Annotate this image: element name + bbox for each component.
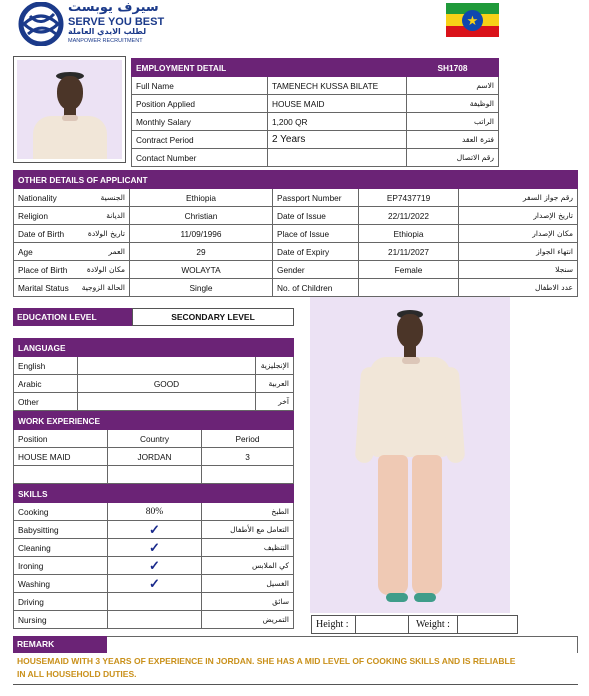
table-row [14, 357, 294, 375]
skill-name: Cooking [14, 503, 108, 521]
table-row [132, 95, 499, 113]
field-value: 22/11/2022 [359, 207, 459, 225]
field-label: Position Applied [132, 95, 268, 113]
work-country [108, 466, 202, 484]
skill-value [108, 593, 202, 611]
field-value: 11/09/1996 [130, 225, 273, 243]
field-label: Place of Birth [14, 261, 74, 279]
field-value: 1,200 QR [268, 113, 407, 131]
education-level-label: EDUCATION LEVEL [13, 308, 132, 326]
field-value: Single [130, 279, 273, 297]
skill-value [108, 575, 202, 593]
logo-arabic-sub: لطلب الايدي العاملة [68, 27, 147, 36]
page-border-bottom [13, 684, 578, 685]
field-label-arabic: عدد الاطفال [459, 279, 578, 297]
field-label-arabic: رقم الاتصال [407, 149, 499, 167]
height-label: Height : [316, 619, 349, 630]
employment-title: EMPLOYMENT DETAIL [132, 59, 407, 77]
field-label: Gender [273, 261, 359, 279]
field-label-arabic: الحالة الزوجية [74, 279, 130, 297]
table-row [14, 243, 578, 261]
field-value: Ethiopia [359, 225, 459, 243]
work-experience-table [13, 411, 294, 484]
table-header-row [14, 430, 294, 448]
field-label-arabic: الديانة [74, 207, 130, 225]
education-level-value: SECONDARY LEVEL [132, 308, 294, 326]
height-value [355, 616, 409, 633]
field-label-arabic: مكان الإصدار [459, 225, 578, 243]
applicant-code: SH1708 [407, 59, 499, 77]
table-row [132, 131, 499, 149]
field-label-arabic: الراتب [407, 113, 499, 131]
field-label: Nationality [14, 189, 74, 207]
work-period: 3 [202, 448, 294, 466]
table-row [14, 539, 294, 557]
skills-table [13, 484, 294, 629]
other-details-table [13, 170, 578, 297]
skill-name: Driving [14, 593, 108, 611]
employment-detail-table [131, 58, 499, 167]
skill-value [108, 611, 202, 629]
language-title: LANGUAGE [14, 339, 294, 357]
skill-name-arabic: الغسيل [202, 575, 294, 593]
field-value: TAMENECH KUSSA BILATE [268, 77, 407, 95]
field-label-arabic: رقم جواز السفر [459, 189, 578, 207]
table-row [14, 225, 578, 243]
field-value: WOLAYTA [130, 261, 273, 279]
checkmark-icon: ✓ [149, 522, 160, 537]
skill-name-arabic: سائق [202, 593, 294, 611]
field-label: Monthly Salary [132, 113, 268, 131]
field-label-arabic: العمر [74, 243, 130, 261]
field-label-arabic: تاريخ الإصدار [459, 207, 578, 225]
field-label-arabic: مكان الولادة [74, 261, 130, 279]
language-name-arabic: آخر [256, 393, 294, 411]
field-value: Christian [130, 207, 273, 225]
table-row [14, 611, 294, 629]
field-value: 29 [130, 243, 273, 261]
field-label-arabic: سنجلا [459, 261, 578, 279]
field-value: EP7437719 [359, 189, 459, 207]
language-name: Other [14, 393, 78, 411]
field-label-arabic: الجنسية [74, 189, 130, 207]
field-label: Religion [14, 207, 74, 225]
language-name-arabic: العربية [256, 375, 294, 393]
skill-value: 80% [108, 503, 202, 521]
field-label-arabic: فترة العقد [407, 131, 499, 149]
field-value [359, 279, 459, 297]
field-label-arabic: انتهاء الجواز [459, 243, 578, 261]
skill-name-arabic: كي الملابس [202, 557, 294, 575]
weight-value [457, 616, 517, 633]
skill-name-arabic: التمريض [202, 611, 294, 629]
language-level [78, 357, 256, 375]
applicant-photo-small-frame [13, 56, 126, 163]
table-row [14, 393, 294, 411]
table-row [14, 575, 294, 593]
skill-value [108, 539, 202, 557]
checkmark-icon: ✓ [149, 558, 160, 573]
remark-text: HOUSEMAID WITH 3 YEARS OF EXPERIENCE IN JORDAN. SHE HAS A MID LEVEL OF COOKING SKILLS AND IS RELIABLE IN ALL HOUSEHOLD DUTIES. [17, 656, 516, 679]
table-row [14, 279, 578, 297]
skill-name: Washing [14, 575, 108, 593]
language-name: English [14, 357, 78, 375]
field-value: 2 Years [268, 131, 407, 149]
logo-name: SERVE YOU BEST [68, 16, 165, 28]
table-row [14, 189, 578, 207]
remark-divider [107, 636, 578, 653]
field-label: Age [14, 243, 74, 261]
field-label: No. of Children [273, 279, 359, 297]
field-label: Contact Number [132, 149, 268, 167]
checkmark-icon: ✓ [149, 540, 160, 555]
skill-name: Ironing [14, 557, 108, 575]
field-label: Marital Status [14, 279, 74, 297]
logo-sub: MANPOWER RECRUITMENT [68, 38, 143, 44]
field-value: Female [359, 261, 459, 279]
table-row [14, 503, 294, 521]
field-label: Passport Number [273, 189, 359, 207]
field-label: Full Name [132, 77, 268, 95]
globe-logo-icon [18, 2, 64, 46]
skill-value [108, 557, 202, 575]
field-label-arabic: الوظيفة [407, 95, 499, 113]
field-label-arabic: الاسم [407, 77, 499, 95]
field-value: 21/11/2027 [359, 243, 459, 261]
language-name-arabic: الإنجليزية [256, 357, 294, 375]
language-level [78, 393, 256, 411]
work-period [202, 466, 294, 484]
table-row [14, 207, 578, 225]
weight-label: Weight : [416, 619, 450, 630]
field-label: Date of Birth [14, 225, 74, 243]
table-row [14, 448, 294, 466]
remark-title: REMARK [13, 636, 107, 653]
skill-name: Nursing [14, 611, 108, 629]
table-row [132, 113, 499, 131]
field-label: Date of Issue [273, 207, 359, 225]
work-position [14, 466, 108, 484]
skills-title: SKILLS [14, 485, 294, 503]
logo [18, 2, 178, 46]
table-row [14, 557, 294, 575]
field-value: Ethiopia [130, 189, 273, 207]
skill-value [108, 521, 202, 539]
skill-name-arabic: الطبخ [202, 503, 294, 521]
skill-name: Cleaning [14, 539, 108, 557]
checkmark-icon: ✓ [149, 576, 160, 591]
logo-arabic: سيرف يوبست [68, 0, 159, 15]
work-position: HOUSE MAID [14, 448, 108, 466]
applicant-photo-small [17, 60, 122, 159]
applicant-photo-full [310, 297, 510, 613]
height-weight-row [311, 615, 518, 634]
column-header: Period [202, 430, 294, 448]
column-header: Country [108, 430, 202, 448]
skill-name: Babysitting [14, 521, 108, 539]
table-row [14, 375, 294, 393]
work-country: JORDAN [108, 448, 202, 466]
language-table [13, 338, 294, 411]
ethiopia-flag-icon: ★ [446, 3, 499, 37]
field-value [268, 149, 407, 167]
language-name: Arabic [14, 375, 78, 393]
table-row [14, 466, 294, 484]
table-row [14, 593, 294, 611]
field-label: Place of Issue [273, 225, 359, 243]
skill-name-arabic: التنظيف [202, 539, 294, 557]
field-label: Date of Expiry [273, 243, 359, 261]
field-label: Contract Period [132, 131, 268, 149]
other-details-title: OTHER DETAILS OF APPLICANT [14, 171, 578, 189]
work-experience-title: WORK EXPERIENCE [14, 412, 294, 430]
table-row [14, 261, 578, 279]
table-row [132, 77, 499, 95]
table-row [132, 149, 499, 167]
column-header: Position [14, 430, 108, 448]
table-row [14, 521, 294, 539]
field-value: HOUSE MAID [268, 95, 407, 113]
language-level: GOOD [78, 375, 256, 393]
field-label-arabic: تاريخ الولادة [74, 225, 130, 243]
skill-name-arabic: التعامل مع الأطفال [202, 521, 294, 539]
